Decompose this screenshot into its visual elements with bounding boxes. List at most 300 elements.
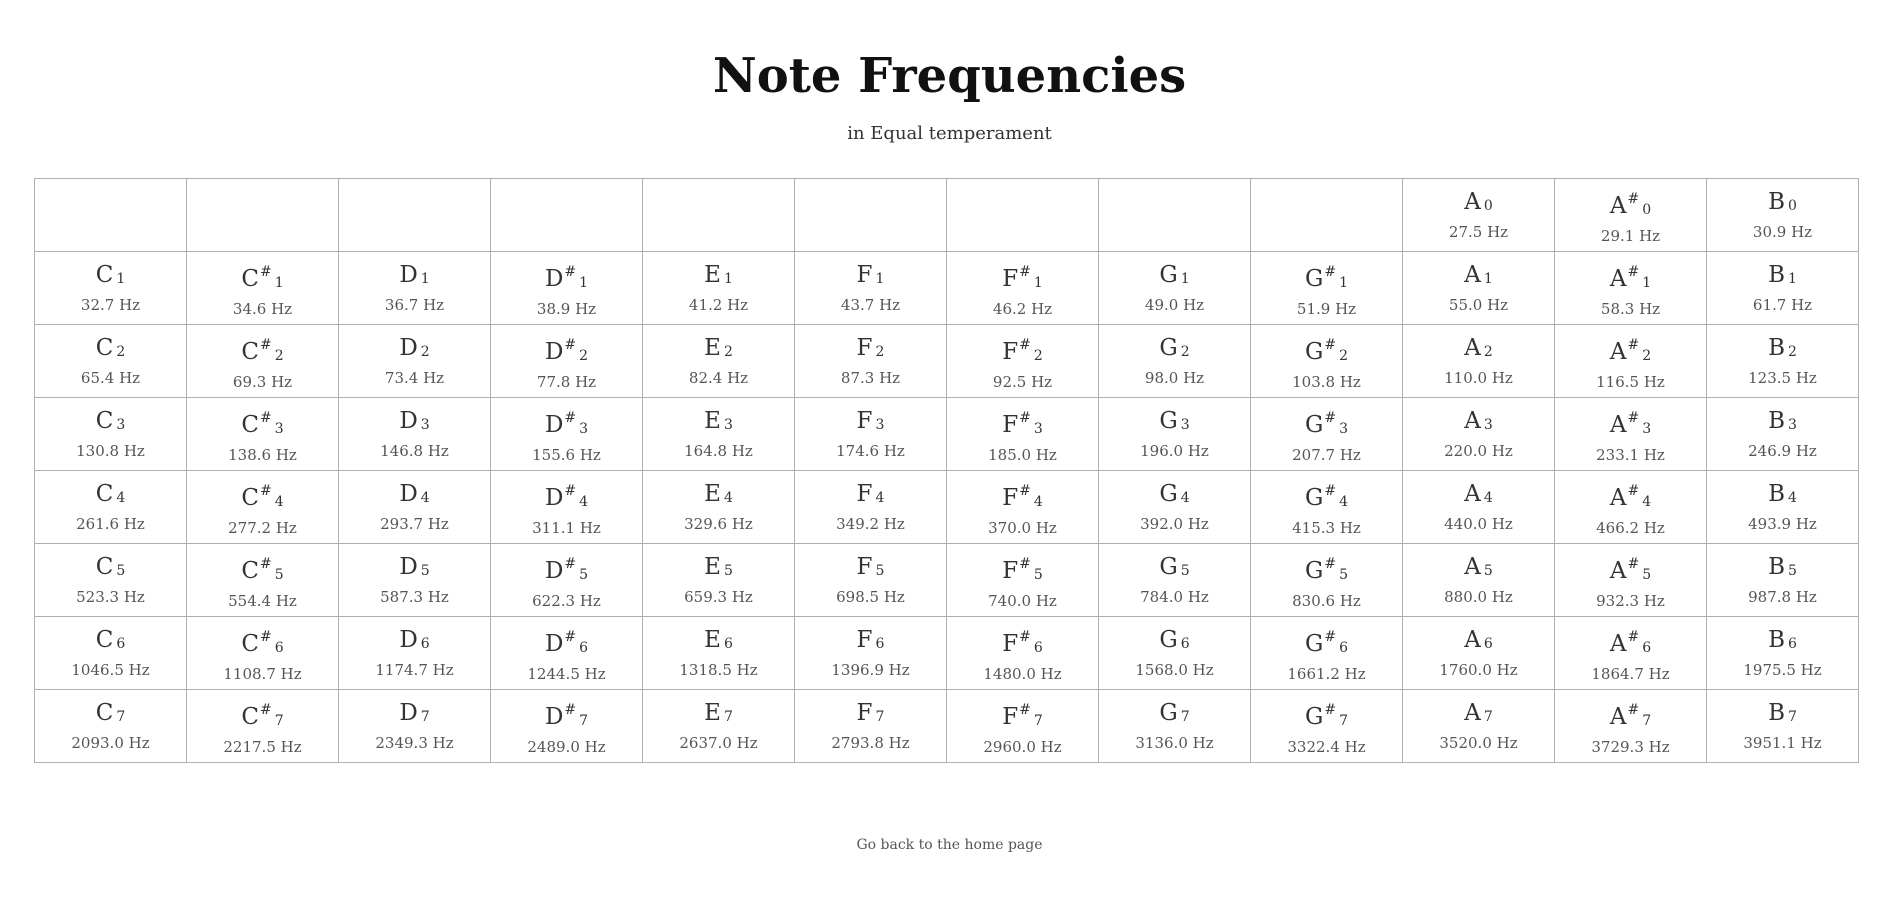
- note-letter: D: [399, 481, 418, 507]
- note-name: [1403, 334, 1554, 366]
- note-name: [187, 550, 338, 589]
- note-frequency: 370.0 Hz: [988, 518, 1057, 537]
- note-octave: 4: [723, 490, 733, 506]
- note-frequency: 77.8 Hz: [536, 372, 597, 391]
- note-octave: 6: [420, 636, 430, 652]
- note-frequency: 415.3 Hz: [1292, 518, 1361, 537]
- note-cell: [35, 617, 187, 690]
- note-letter: A: [1609, 484, 1627, 511]
- sharp-sign: #: [259, 409, 272, 426]
- note-letter: G: [1304, 338, 1324, 365]
- note-octave: 5: [420, 563, 430, 579]
- note-name: [1707, 699, 1858, 731]
- note-frequency: 3520.0 Hz: [1439, 734, 1518, 752]
- note-frequency: 587.3 Hz: [380, 588, 449, 606]
- note-frequency: 1568.0 Hz: [1135, 661, 1214, 679]
- note-frequency: 43.7 Hz: [840, 296, 901, 314]
- note-name: [35, 553, 186, 585]
- note-frequency: 784.0 Hz: [1140, 588, 1209, 606]
- note-frequency: 622.3 Hz: [532, 591, 601, 610]
- note-name: [339, 407, 490, 439]
- note-name: [1707, 480, 1858, 512]
- note-cell: [1707, 398, 1859, 471]
- note-frequency: 110.0 Hz: [1444, 369, 1513, 387]
- note-octave: 4: [274, 493, 284, 510]
- note-name: [1251, 404, 1402, 443]
- note-letter: G: [1159, 481, 1178, 507]
- note-frequency: 65.4 Hz: [80, 369, 141, 387]
- note-octave: 3: [274, 420, 284, 437]
- note-cell: [1099, 398, 1251, 471]
- note-name: [1707, 188, 1858, 220]
- note-name: [339, 480, 490, 512]
- note-cell: [339, 471, 491, 544]
- note-letter: C: [95, 408, 114, 434]
- note-cell: [643, 617, 795, 690]
- note-letter: B: [1768, 189, 1785, 215]
- note-cell: [491, 398, 643, 471]
- note-octave: 4: [1483, 490, 1493, 506]
- note-cell: [1555, 617, 1707, 690]
- note-letter: A: [1609, 338, 1627, 365]
- sharp-sign: #: [564, 263, 577, 280]
- note-octave: 1: [1483, 271, 1493, 287]
- note-letter: A: [1464, 262, 1481, 288]
- note-letter: D: [544, 338, 564, 365]
- note-octave: 2: [723, 344, 733, 360]
- note-cell: [795, 252, 947, 325]
- note-frequency: 155.6 Hz: [532, 445, 601, 464]
- note-cell: [187, 398, 339, 471]
- note-cell: [643, 325, 795, 398]
- note-octave: 5: [875, 563, 885, 579]
- note-cell: [339, 398, 491, 471]
- note-cell: [1707, 690, 1859, 763]
- note-frequency: 2217.5 Hz: [223, 737, 302, 756]
- note-letter: C: [241, 557, 259, 584]
- note-name: [187, 404, 338, 443]
- note-letter: A: [1609, 265, 1627, 292]
- note-octave: 1: [1787, 271, 1797, 287]
- sharp-sign: #: [1019, 628, 1031, 645]
- note-frequency: 2093.0 Hz: [71, 734, 150, 752]
- note-name: [947, 331, 1098, 370]
- note-cell: [1403, 325, 1555, 398]
- note-letter: C: [241, 703, 259, 730]
- note-octave: 6: [1642, 639, 1652, 656]
- note-cell: [947, 617, 1099, 690]
- note-frequency: 69.3 Hz: [232, 372, 293, 391]
- note-octave: 5: [1180, 563, 1190, 579]
- empty-cell: [643, 179, 795, 252]
- note-frequency: 98.0 Hz: [1144, 369, 1205, 387]
- note-octave: 1: [1180, 271, 1190, 287]
- note-frequency: 880.0 Hz: [1444, 588, 1513, 606]
- note-octave: 5: [1787, 563, 1797, 579]
- note-frequency: 2960.0 Hz: [983, 737, 1062, 756]
- note-letter: G: [1159, 554, 1178, 580]
- note-letter: F: [1002, 411, 1019, 438]
- note-letter: G: [1304, 484, 1324, 511]
- sharp-sign: #: [1627, 409, 1640, 426]
- note-octave: 6: [579, 639, 589, 656]
- sharp-sign: #: [1324, 701, 1337, 718]
- note-letter: D: [544, 411, 564, 438]
- note-cell: [35, 398, 187, 471]
- note-octave: 2: [875, 344, 885, 360]
- note-cell: [643, 471, 795, 544]
- note-frequency: 1244.5 Hz: [527, 664, 606, 683]
- empty-cell: [1251, 179, 1403, 252]
- note-cell: [1403, 179, 1555, 252]
- note-name: [1555, 696, 1706, 735]
- note-frequency: 130.8 Hz: [76, 442, 145, 460]
- note-cell: [643, 544, 795, 617]
- note-cell: [1403, 252, 1555, 325]
- note-octave: 0: [1787, 198, 1797, 214]
- note-frequency: 1661.2 Hz: [1287, 664, 1366, 683]
- note-octave: 3: [579, 420, 589, 437]
- note-letter: C: [95, 262, 114, 288]
- note-cell: [1555, 398, 1707, 471]
- note-octave: 2: [116, 344, 126, 360]
- note-frequency: 311.1 Hz: [532, 518, 601, 537]
- note-octave: 1: [579, 274, 589, 291]
- note-cell: [1251, 398, 1403, 471]
- note-cell: [1555, 179, 1707, 252]
- note-frequency: 220.0 Hz: [1444, 442, 1513, 460]
- note-letter: A: [1464, 481, 1481, 507]
- note-octave: 6: [1787, 636, 1797, 652]
- note-octave: 7: [1033, 712, 1043, 729]
- note-cell: [1099, 252, 1251, 325]
- note-letter: D: [399, 627, 418, 653]
- note-letter: G: [1304, 630, 1324, 657]
- note-cell: [1707, 544, 1859, 617]
- note-letter: D: [544, 484, 564, 511]
- note-cell: [1099, 325, 1251, 398]
- note-letter: G: [1159, 335, 1178, 361]
- note-name: [1099, 407, 1250, 439]
- note-name: [339, 553, 490, 585]
- note-cell: [1707, 325, 1859, 398]
- note-frequency: 185.0 Hz: [988, 445, 1057, 464]
- note-octave: 1: [875, 271, 885, 287]
- note-letter: G: [1159, 700, 1178, 726]
- note-frequency: 2637.0 Hz: [679, 734, 758, 752]
- home-link[interactable]: Go back to the home page: [856, 837, 1043, 853]
- note-letter: F: [1002, 338, 1019, 365]
- note-name: [643, 699, 794, 731]
- note-octave: 1: [1642, 274, 1652, 291]
- note-letter: D: [544, 630, 564, 657]
- note-octave: 6: [1339, 639, 1349, 656]
- note-octave: 0: [1642, 201, 1652, 218]
- note-name: [1403, 188, 1554, 220]
- note-cell: [947, 325, 1099, 398]
- note-octave: 6: [1033, 639, 1043, 656]
- note-octave: 7: [1339, 712, 1349, 729]
- note-cell: [1403, 471, 1555, 544]
- note-octave: 4: [875, 490, 885, 506]
- note-name: [795, 626, 946, 658]
- note-octave: 4: [1033, 493, 1043, 510]
- note-octave: 7: [274, 712, 284, 729]
- note-name: [643, 407, 794, 439]
- empty-cell: [187, 179, 339, 252]
- note-frequency: 1108.7 Hz: [223, 664, 302, 683]
- note-letter: D: [399, 262, 418, 288]
- note-frequency: 174.6 Hz: [836, 442, 905, 460]
- sharp-sign: #: [259, 336, 272, 353]
- note-name: [947, 404, 1098, 443]
- note-name: [1555, 550, 1706, 589]
- note-frequency: 1396.9 Hz: [831, 661, 910, 679]
- note-cell: [187, 252, 339, 325]
- note-letter: F: [856, 262, 873, 288]
- note-letter: C: [241, 484, 259, 511]
- note-name: [643, 626, 794, 658]
- note-cell: [643, 398, 795, 471]
- sharp-sign: #: [1627, 336, 1640, 353]
- note-octave: 4: [1180, 490, 1190, 506]
- note-cell: [795, 398, 947, 471]
- note-letter: A: [1464, 408, 1481, 434]
- note-name: [35, 480, 186, 512]
- note-letter: D: [399, 554, 418, 580]
- note-letter: A: [1464, 700, 1481, 726]
- note-octave: 7: [723, 709, 733, 725]
- note-letter: D: [399, 700, 418, 726]
- note-name: [187, 477, 338, 516]
- note-frequency: 392.0 Hz: [1140, 515, 1209, 533]
- empty-cell: [1099, 179, 1251, 252]
- note-octave: 4: [420, 490, 430, 506]
- note-name: [947, 477, 1098, 516]
- sharp-sign: #: [564, 482, 577, 499]
- note-letter: C: [95, 627, 114, 653]
- note-name: [1099, 626, 1250, 658]
- sharp-sign: #: [1324, 263, 1337, 280]
- empty-cell: [795, 179, 947, 252]
- note-octave: 3: [1787, 417, 1797, 433]
- note-letter: C: [241, 265, 259, 292]
- note-cell: [643, 690, 795, 763]
- note-name: [1403, 699, 1554, 731]
- note-frequency: 1975.5 Hz: [1743, 661, 1822, 679]
- note-octave: 3: [1033, 420, 1043, 437]
- note-octave: 5: [1033, 566, 1043, 583]
- note-name: [339, 699, 490, 731]
- note-octave: 6: [116, 636, 126, 652]
- note-letter: A: [1609, 703, 1627, 730]
- note-letter: F: [1002, 557, 1019, 584]
- sharp-sign: #: [259, 628, 272, 645]
- note-letter: C: [95, 700, 114, 726]
- sharp-sign: #: [564, 336, 577, 353]
- note-letter: E: [704, 262, 721, 288]
- note-frequency: 30.9 Hz: [1752, 223, 1813, 241]
- note-octave: 4: [116, 490, 126, 506]
- note-name: [1555, 185, 1706, 224]
- note-cell: [187, 617, 339, 690]
- note-letter: E: [704, 700, 721, 726]
- note-octave: 3: [723, 417, 733, 433]
- note-frequency: 2793.8 Hz: [831, 734, 910, 752]
- note-letter: G: [1304, 557, 1324, 584]
- note-cell: [1251, 544, 1403, 617]
- table-row: [35, 252, 1859, 325]
- note-name: [795, 699, 946, 731]
- note-cell: [1251, 690, 1403, 763]
- page-subtitle: in Equal temperament: [847, 123, 1052, 144]
- note-frequency: 659.3 Hz: [684, 588, 753, 606]
- note-frequency: 1480.0 Hz: [983, 664, 1062, 683]
- note-octave: 4: [1642, 493, 1652, 510]
- note-frequency: 523.3 Hz: [76, 588, 145, 606]
- note-frequency: 466.2 Hz: [1596, 518, 1665, 537]
- note-letter: B: [1768, 481, 1785, 507]
- sharp-sign: #: [1324, 628, 1337, 645]
- note-letter: G: [1304, 703, 1324, 730]
- note-cell: [187, 690, 339, 763]
- note-cell: [35, 325, 187, 398]
- sharp-sign: #: [1627, 555, 1640, 572]
- sharp-sign: #: [1627, 263, 1640, 280]
- note-octave: 1: [274, 274, 284, 291]
- table-row: [35, 179, 1859, 252]
- note-name: [491, 331, 642, 370]
- note-frequency: 233.1 Hz: [1596, 445, 1665, 464]
- note-letter: F: [856, 335, 873, 361]
- note-octave: 1: [723, 271, 733, 287]
- note-name: [187, 331, 338, 370]
- note-letter: F: [856, 554, 873, 580]
- note-name: [643, 261, 794, 293]
- note-frequency: 29.1 Hz: [1600, 226, 1661, 245]
- table-row: [35, 690, 1859, 763]
- note-name: [1707, 334, 1858, 366]
- note-frequency: 440.0 Hz: [1444, 515, 1513, 533]
- note-name: [491, 696, 642, 735]
- note-octave: 1: [116, 271, 126, 287]
- note-octave: 3: [875, 417, 885, 433]
- note-frequency: 49.0 Hz: [1144, 296, 1205, 314]
- note-cell: [795, 617, 947, 690]
- note-cell: [1555, 690, 1707, 763]
- note-octave: 7: [1483, 709, 1493, 725]
- note-frequency: 61.7 Hz: [1752, 296, 1813, 314]
- note-letter: A: [1609, 192, 1627, 219]
- note-letter: A: [1609, 557, 1627, 584]
- sharp-sign: #: [564, 555, 577, 572]
- note-name: [1099, 334, 1250, 366]
- note-cell: [1251, 252, 1403, 325]
- note-cell: [1707, 617, 1859, 690]
- note-letter: F: [1002, 703, 1019, 730]
- note-octave: 3: [116, 417, 126, 433]
- note-octave: 7: [1787, 709, 1797, 725]
- table-row: [35, 617, 1859, 690]
- note-octave: 3: [1339, 420, 1349, 437]
- sharp-sign: #: [1019, 409, 1031, 426]
- note-name: [1555, 404, 1706, 443]
- note-name: [1555, 623, 1706, 662]
- note-octave: 6: [723, 636, 733, 652]
- note-cell: [491, 617, 643, 690]
- sharp-sign: #: [1324, 409, 1337, 426]
- note-octave: 5: [1339, 566, 1349, 583]
- note-octave: 2: [1787, 344, 1797, 360]
- note-name: [1707, 261, 1858, 293]
- note-name: [491, 623, 642, 662]
- note-cell: [35, 252, 187, 325]
- note-letter: F: [856, 481, 873, 507]
- table-row: [35, 544, 1859, 617]
- sharp-sign: #: [1324, 336, 1337, 353]
- note-frequency: 27.5 Hz: [1448, 223, 1509, 241]
- note-octave: 5: [723, 563, 733, 579]
- note-name: [795, 480, 946, 512]
- sharp-sign: #: [1019, 263, 1031, 280]
- note-cell: [1403, 617, 1555, 690]
- note-frequency: 830.6 Hz: [1292, 591, 1361, 610]
- note-cell: [491, 690, 643, 763]
- note-name: [1251, 331, 1402, 370]
- note-letter: C: [241, 338, 259, 365]
- note-letter: B: [1768, 408, 1785, 434]
- note-octave: 3: [1180, 417, 1190, 433]
- note-name: [1251, 550, 1402, 589]
- note-cell: [947, 471, 1099, 544]
- note-name: [1099, 699, 1250, 731]
- note-name: [187, 258, 338, 297]
- note-name: [643, 480, 794, 512]
- note-name: [339, 261, 490, 293]
- note-frequency: 2349.3 Hz: [375, 734, 454, 752]
- note-name: [35, 699, 186, 731]
- note-cell: [1251, 325, 1403, 398]
- note-octave: 5: [1642, 566, 1652, 583]
- note-octave: 7: [1642, 712, 1652, 729]
- note-cell: [1251, 471, 1403, 544]
- note-octave: 5: [116, 563, 126, 579]
- note-table-body: [35, 179, 1859, 763]
- table-row: [35, 325, 1859, 398]
- note-cell: [1099, 617, 1251, 690]
- note-cell: [1099, 544, 1251, 617]
- note-frequency: 987.8 Hz: [1748, 588, 1817, 606]
- note-octave: 2: [1642, 347, 1652, 364]
- note-frequency: 41.2 Hz: [688, 296, 749, 314]
- sharp-sign: #: [259, 482, 272, 499]
- note-octave: 1: [1033, 274, 1043, 291]
- note-name: [1707, 553, 1858, 585]
- note-letter: C: [95, 335, 114, 361]
- note-frequency: 87.3 Hz: [840, 369, 901, 387]
- note-name: [491, 404, 642, 443]
- note-name: [947, 696, 1098, 735]
- note-letter: A: [1464, 554, 1481, 580]
- note-cell: [947, 544, 1099, 617]
- note-cell: [1555, 471, 1707, 544]
- note-letter: D: [399, 408, 418, 434]
- note-octave: 3: [1483, 417, 1493, 433]
- note-name: [1251, 696, 1402, 735]
- note-frequency: 32.7 Hz: [80, 296, 141, 314]
- note-letter: F: [1002, 265, 1019, 292]
- sharp-sign: #: [1019, 555, 1031, 572]
